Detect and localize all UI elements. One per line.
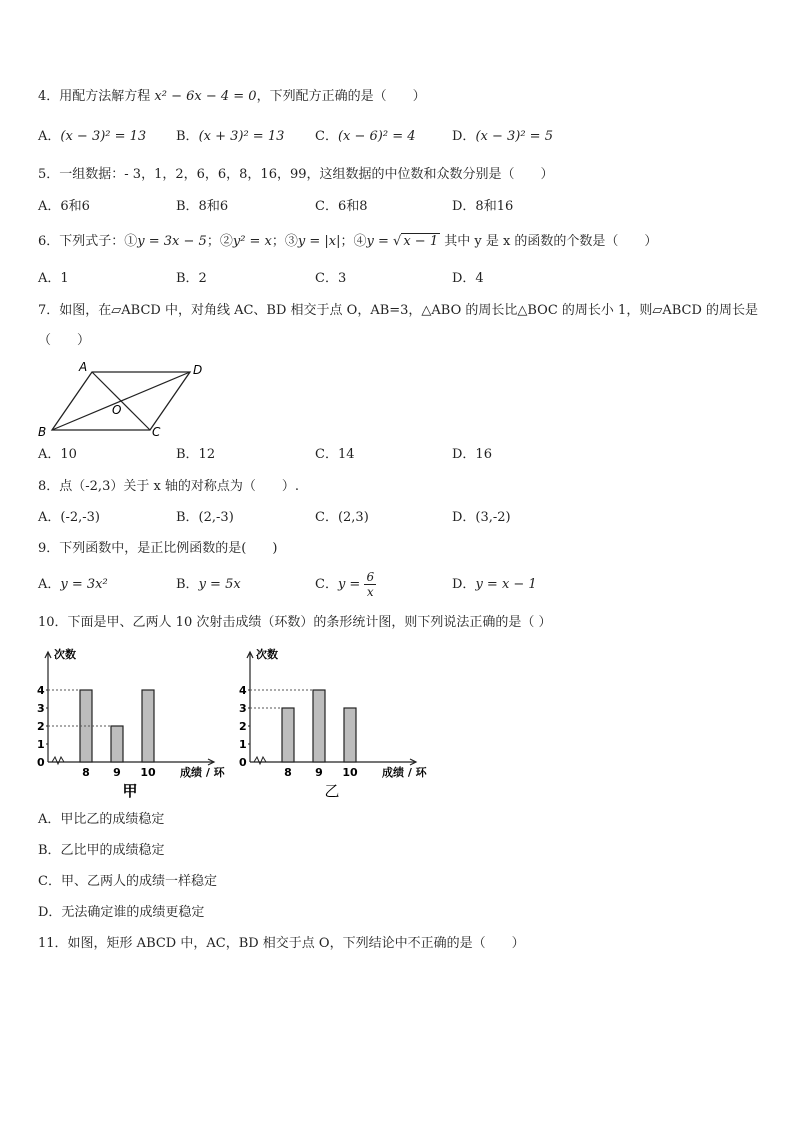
q10-option-c: C．甲、乙两人的成绩一样稳定 [38,874,217,889]
q10-option-b: B．乙比甲的成绩稳定 [38,843,165,858]
bar-chart-yi [236,642,436,800]
q6-option-c: C．3 [315,271,347,286]
q9-option-expr: y = 3x² [60,577,108,592]
q8-option-a: A．(-2,-3) [38,510,100,525]
q11-stem: 11．如图，矩形 ABCD 中，AC，BD 相交于点 O，下列结论中不正确的是（ ） [38,936,525,951]
q4-stem-tail: ，下列配方正确的是（ ） [256,89,426,104]
q9-option-expr: y = x − 1 [475,577,537,592]
vertex-label-b: B [38,425,47,439]
q6-expr-1: y = 3x − 5 [137,234,207,249]
x-tick-label: 8 [82,766,90,779]
q9-fraction [364,570,376,599]
x-axis-label: 成绩 / 环 [382,766,427,779]
center-label-o: O [112,403,122,417]
q9-option-a [38,576,108,594]
q4-option-expr: (x + 3)² = 13 [198,129,285,144]
x-tick-label: 8 [284,766,292,779]
axis-break-icon [52,757,64,764]
q4-stem-text: 4．用配方法解方程 [38,89,155,104]
chart-title: 甲 [122,782,138,800]
q10-option-d: D．无法确定谁的成绩更稳定 [38,905,205,920]
x-tick-label: 9 [315,766,323,779]
q6-stem [38,233,657,251]
y-axis-label: 次数 [256,648,278,661]
q9-option-expr: y = 5x [198,577,241,592]
q9-option-d [452,576,537,594]
q7-stem-paren: （ ） [38,333,91,348]
q4-option-expr: (x − 3)² = 5 [475,129,553,144]
chart-title: 乙 [324,782,340,800]
q10-option-a: A．甲比乙的成绩稳定 [38,812,165,827]
q6-expr-4: y = [366,234,394,249]
q8-option-b: B．(2,-3) [176,510,234,525]
q4-equation: x² − 6x − 4 = 0 [154,89,257,104]
q4-option-label: C． [315,129,338,144]
q4-option-label: D． [452,129,476,144]
sqrt-icon: √ [393,234,402,249]
bar [282,708,294,762]
q9-stem: 9．下列函数中，是正比例函数的是( ) [38,541,278,556]
q6-sep: ；④ [340,234,367,249]
q6-stem-text: 6．下列式子：① [38,234,138,249]
q5-option-a: A．6和6 [38,199,90,214]
q5-option-d: D．8和16 [452,199,514,214]
bar [344,708,356,762]
q9-option-label: D． [452,577,476,592]
q7-option-d: D．16 [452,447,492,462]
fraction-denominator: x [366,585,374,599]
y-tick-label: 4 [37,684,45,697]
q7-option-b: B．12 [176,447,216,462]
q4-option-label: B． [176,129,199,144]
q6-option-a: A．1 [38,271,69,286]
y-tick-label: 2 [37,720,45,733]
q4-option-c [315,128,416,146]
q4-option-expr: (x − 6)² = 4 [337,129,416,144]
q6-expr-2: y² = x [232,234,272,249]
bar [313,690,325,762]
q7-option-a: A．10 [38,447,77,462]
bar [111,726,123,762]
q4-option-a [38,128,146,146]
fraction-numerator: 6 [366,570,375,584]
q9-option-b [176,576,241,594]
q8-option-c: C．(2,3) [315,510,369,525]
q7-option-c: C．14 [315,447,355,462]
q4-option-expr: (x − 3)² = 13 [60,129,147,144]
q9-option-c [315,566,376,604]
y-tick-label: 3 [37,702,45,715]
y-tick-label: 4 [239,684,247,697]
q7-stem: 7．如图，在▱ABCD 中，对角线 AC、BD 相交于点 O，AB=3，△ABO 的周长比△BOC 的周长小 1，则▱ABCD 的周长是 [38,303,759,318]
q6-expr-4-radicand: x − 1 [403,234,439,249]
vertex-label-d: D [193,363,203,377]
q6-expr-3: y = |x| [297,234,341,249]
q9-option-label: C． [315,577,338,592]
q5-stem: 5．一组数据：- 3，1，2，6，6，8，16，99，这组数据的中位数和众数分别是（ ） [38,167,554,182]
q4-option-b [176,128,284,146]
q5-option-c: C．6和8 [315,199,368,214]
x-tick-label: 10 [342,766,358,779]
q6-stem-tail: 其中 y 是 x 的函数的个数是（ ） [440,234,658,249]
q9-option-label: A． [38,577,61,592]
q5-option-b: B．8和6 [176,199,229,214]
x-tick-label: 10 [140,766,156,779]
x-axis-label: 成绩 / 环 [180,766,225,779]
vertex-label-a: A [79,360,88,374]
y-tick-label: 1 [37,738,45,751]
y-tick-label: 3 [239,702,247,715]
y-tick-label: 2 [239,720,247,733]
q8-stem: 8．点（-2,3）关于 x 轴的对称点为（ ）. [38,479,300,494]
y-axis-label: 次数 [54,648,76,661]
x-tick-label: 9 [113,766,121,779]
q4-stem [38,88,426,106]
q4-option-label: A． [38,129,61,144]
q6-sep: ；② [206,234,233,249]
bar [142,690,154,762]
y-tick-label: 0 [239,756,247,769]
q6-option-b: B．2 [176,271,207,286]
q9-option-label: B． [176,577,199,592]
q6-sep: ；③ [271,234,298,249]
axis-break-icon [254,757,266,764]
vertex-label-c: C [152,425,161,439]
y-tick-label: 0 [37,756,45,769]
q6-option-d: D．4 [452,271,484,286]
y-tick-label: 1 [239,738,247,751]
q8-option-d: D．(3,-2) [452,510,511,525]
parallelogram-figure [34,358,214,440]
q9-option-expr: y = [337,577,365,592]
q4-option-d [452,128,553,146]
bar-chart-jia [34,642,234,800]
q10-stem: 10．下面是甲、乙两人 10 次射击成绩（环数）的条形统计图，则下列说法正确的是（ ） [38,615,552,630]
